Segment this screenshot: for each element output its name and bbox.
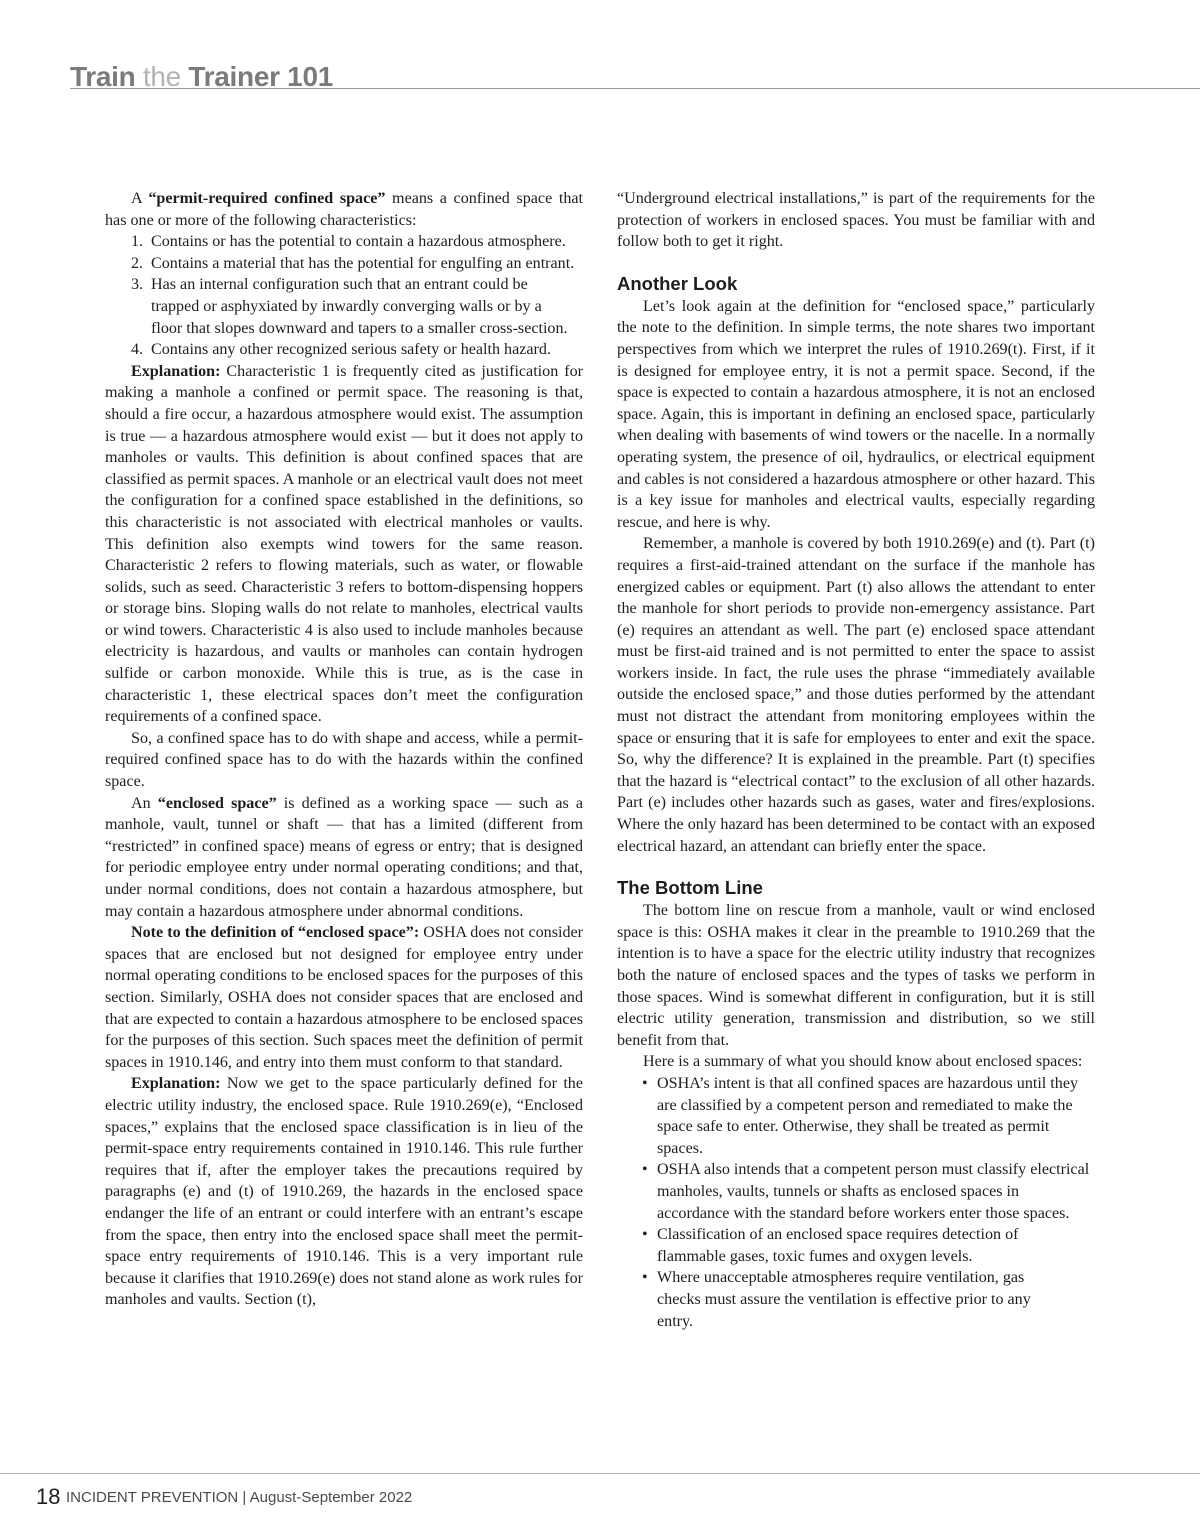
left-column [105, 188, 583, 1311]
label-explanation: Explanation: [131, 362, 221, 380]
subheading-bottom-line: The Bottom Line [617, 877, 763, 899]
list-item: • OSHA also intends that a competent person must classify electrical manholes, vaults, tunnels or shafts as enclosed spaces in accordance with the standard before workers enter those spaces. [642, 1161, 1090, 1222]
list-item: 3. Has an internal configuration such that an entrant could be trapped or asphyxiated by inwardly converging walls or by a floor that slopes downward and tapers to a smaller cross-section. [131, 276, 568, 337]
title-trainer-101: Trainer 101 [188, 61, 333, 92]
right-column [617, 188, 1095, 1332]
list-item: • Classification of an enclosed space requires detection of flammable gases, toxic fumes and oxygen levels. [642, 1226, 1019, 1265]
bullet-icon: • [642, 1074, 648, 1092]
characteristics-list [105, 231, 583, 361]
bullet-icon: • [642, 1161, 648, 1179]
list-item: 4. Contains any other recognized serious safety or health hazard. [131, 341, 551, 359]
bullet-icon: • [642, 1226, 648, 1244]
paragraph: Remember, a manhole is covered by both 1910.269(e) and (t). Part (t) requires a first-aid-trained attendant on the surface if the manhole has energized cables or equipment. Part (t) also allows the attendant to enter the manhole for short periods to provide non-emergency assistance. Part (e) requires an attendant as well. The part (e) enclosed space attendant must be first-aid trained and is not permitted to enter the space to assist workers inside. In fact, the rule uses the phrase “immediately available outside the enclosed space,” and those duties performed by the attendant must not distract the attendant from monitoring employees within the space or ensuring that it is safe for employees to enter and exit the space. So, why the difference? It is explained in the preamble. Part (t) specifies that the hazard is “electrical contact” to the exclusion of all other hazards. Part (e) includes other hazards such as gases, water and fires/explosions. Where the only hazard has been determined to be contact with an exposed electrical hazard, an attendant can briefly enter the space. [617, 535, 1095, 855]
paragraph: Here is a summary of what you should know about enclosed spaces: [643, 1053, 1083, 1071]
bullet-icon: • [642, 1269, 648, 1287]
column-title [70, 62, 333, 92]
term-enclosed-space: “enclosed space” [157, 794, 277, 812]
list-item: • Where unacceptable atmospheres require ventilation, gas checks must assure the ventilation is effective prior to any entry. [642, 1269, 1031, 1330]
paragraph: The bottom line on rescue from a manhole, vault or wind enclosed space is this: OSHA makes it clear in the preamble to 1910.269 that the intention is to have a space for the electric utility industry that recognizes both the nature of enclosed spaces and the types of tasks we perform in those spaces. Wind is somewhat different in configuration, but it is still electric utility generation, transmission and distribution, so we still benefit from that. [617, 902, 1095, 1049]
summary-list [617, 1073, 1095, 1332]
paragraph: Explanation: Now we get to the space particularly defined for the electric utility industry, the enclosed space. Rule 1910.269(e), “Enclosed spaces,” explains that the enclosed space classification is in lieu of the permit-space entry requirements contained in 1910.146. This rule further requires that if, after the employer takes the precautions required by paragraphs (e) and (t) of 1910.269, the hazards in the enclosed space endanger the life of an entrant or could interfere with an entrant’s escape from the space, then entry into the enclosed space shall meet the permit-space entry requirements of 1910.146. This is a very important rule because it clarifies that 1910.269(e) does not stand alone as work rules for manholes and vaults. Section (t), [105, 1075, 583, 1309]
list-item: • OSHA’s intent is that all confined spaces are hazardous until they are classified by a competent person and remediated to make the space safe to enter. Otherwise, they shall be treated as permit spaces. [642, 1074, 1079, 1157]
list-item: 1. Contains or has the potential to contain a hazardous atmosphere. [131, 233, 566, 251]
label-note-to-definition: Note to the definition of “enclosed space”: [131, 924, 420, 942]
page-footer [0, 1473, 1200, 1536]
page-number: 18 [36, 1484, 61, 1509]
paragraph: Let’s look again at the definition for “enclosed space,” particularly the note to the definition. In simple terms, the note shares two important perspectives from which we interpret the rules of 1910.269(t). First, if it is designed for employee entry, it is not a permit space. Second, if the space is expected to contain a hazardous atmosphere, it is not an enclosed space. Again, this is important in defining an enclosed space, particularly when dealing with basements of wind towers or the nacelle. In a normally operating system, the presence of oil, hydraulics, or electrical equipment and cables is not considered a hazardous atmosphere or other hazard. This is a key issue for manholes and electrical vaults, especially regarding rescue, and here is why. [617, 297, 1095, 531]
paragraph: A “permit-required confined space” means a confined space that has one or more of the following characteristics: [105, 190, 583, 229]
page-header [70, 58, 1200, 92]
title-the: the [142, 61, 181, 92]
paragraph: So, a confined space has to do with shape and access, while a permit-required confined space has to do with the hazards within the confined space. [105, 729, 583, 791]
label-explanation: Explanation: [131, 1075, 221, 1093]
term-permit-required-confined-space: “permit-required confined space” [148, 190, 386, 207]
paragraph: Note to the definition of “enclosed space”: OSHA does not consider spaces that are enclosed but not designed for employee entry under normal operating conditions to be enclosed spaces for the purposes of this section. Similarly, OSHA does not consider spaces that are enclosed and that are expected to contain a hazardous atmosphere to be enclosed spaces for the purposes of this section. Such spaces meet the definition of permit spaces in 1910.146, and entry into them must conform to that standard. [105, 924, 584, 1071]
subheading-another-look: Another Look [617, 272, 738, 294]
paragraph: Explanation: Characteristic 1 is frequently cited as justification for making a manhole a confined or permit space. The reasoning is that, should a fire occur, a hazardous atmosphere would exist. The assumption is true — a hazardous atmosphere would exist — but it does not apply to manholes or vaults. This definition is about confined spaces that are classified as permit spaces. A manhole or an electrical vault does not meet the configuration for a confined space established in the definitions, so this characteristic is not associated with electrical manholes or vaults. This definition also exempts wind towers for the same reason. Characteristic 2 refers to flowing materials, such as water, or flowable solids, such as seed. Characteristic 3 refers to bottom-dispensing hoppers or storage bins. Sloping walls do not relate to manholes, electrical vaults or wind towers. Characteristic 4 is also used to include manholes because electricity is hazardous, and vaults or manholes can contain hydrogen sulfide or carbon monoxide. While this is true, as is the case in characteristic 1, these electrical spaces don’t meet the configuration requirements of a confined space. [105, 362, 583, 726]
title-train: Train [70, 61, 136, 92]
list-item: 2. Contains a material that has the potential for engulfing an entrant. [131, 254, 575, 272]
paragraph: “Underground electrical installations,” is part of the requirements for the protection of workers in enclosed spaces. You must be familiar with and follow both to get it right. [617, 190, 1095, 251]
paragraph: An “enclosed space” is defined as a working space — such as a manhole, vault, tunnel or shaft — that has a limited (different from “restricted” in confined space) means of egress or entry; that is designed for periodic employee entry under normal operating conditions; and that, under normal conditions, does not contain a hazardous atmosphere, but may contain a hazardous atmosphere under abnormal conditions. [105, 794, 583, 920]
publication-info: INCIDENT PREVENTION | August-September 2022 [66, 1489, 413, 1506]
